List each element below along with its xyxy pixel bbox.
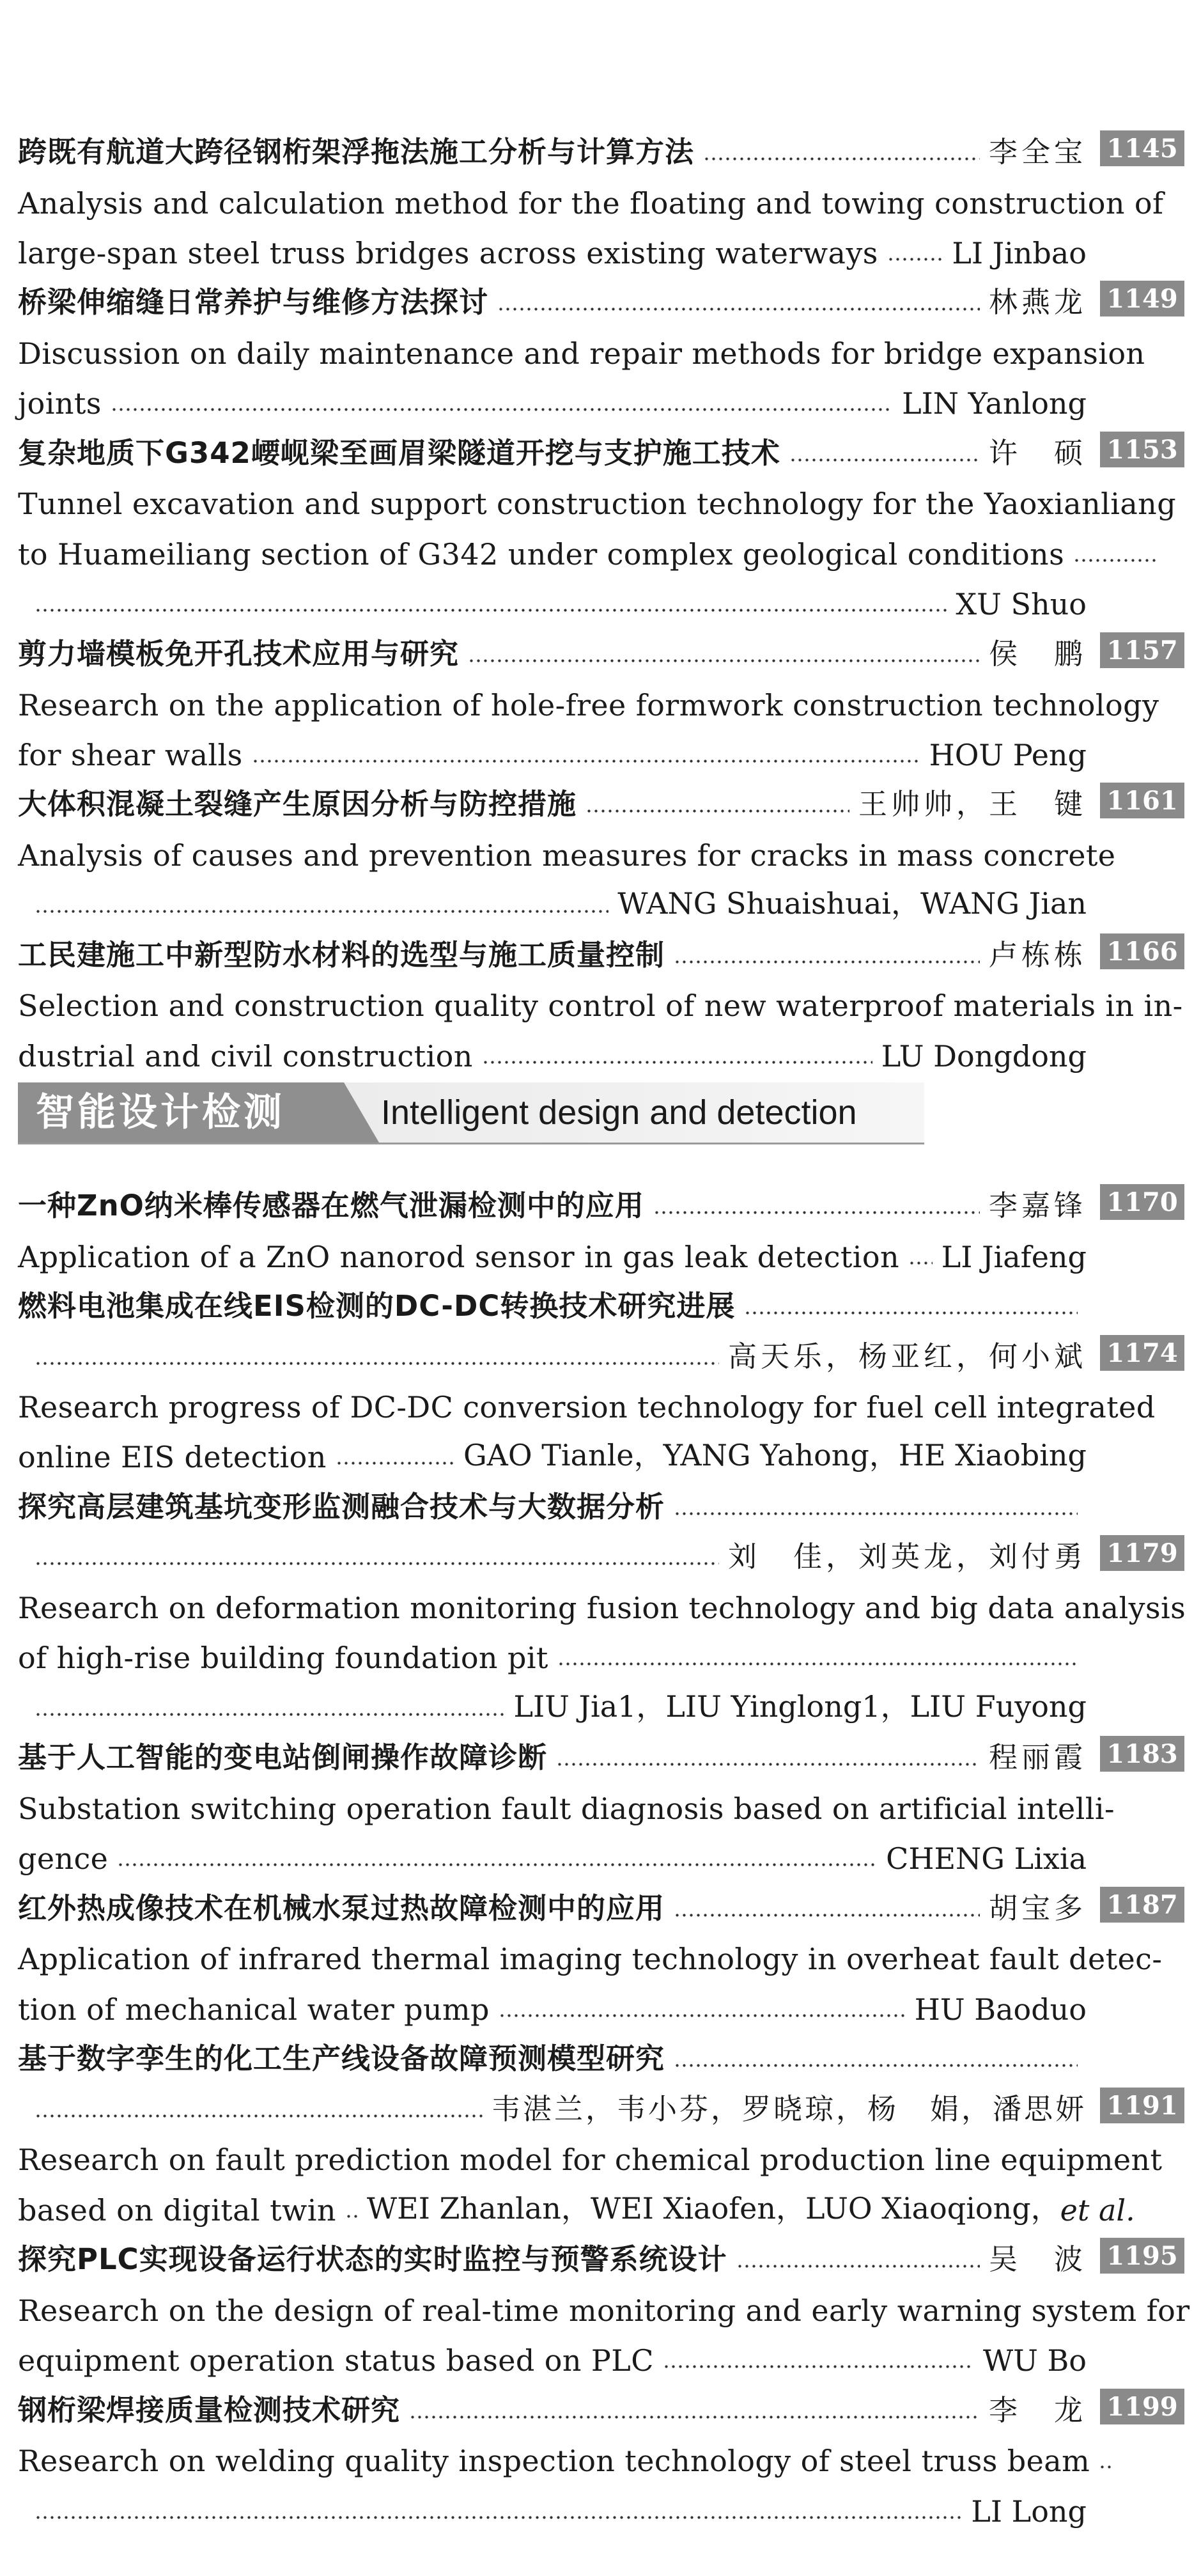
author-en: HOU Peng (929, 738, 1087, 772)
title-zh: 基于人工智能的变电站倒闸操作故障诊断 (18, 1740, 548, 1774)
toc-entry-title-en (35, 570, 1087, 621)
leader-dots (111, 387, 893, 413)
author-en: LI Jinbao (952, 236, 1087, 270)
toc-entry-title-zh[interactable] (18, 2226, 1087, 2277)
toc-entry-title-en (18, 1624, 1087, 1675)
toc-entry-title-en (18, 972, 1183, 1023)
title-zh: 大体积混凝土裂缝产生原因分析与防控措施 (18, 787, 577, 821)
leader-dots (35, 1692, 504, 1718)
leader-dots (336, 1441, 454, 1467)
leader-dots (908, 1241, 933, 1267)
leader-dots (653, 1190, 980, 1216)
author-zh: 高天乐，杨亚红，何小斌 (727, 1339, 1087, 1373)
toc-entry-title-en (18, 1423, 1087, 1474)
page-number-badge[interactable]: 1161 (1100, 783, 1184, 818)
toc-entry-title-zh[interactable] (18, 119, 1087, 170)
toc-entry-title-zh[interactable] (18, 1724, 1087, 1776)
leader-dots (482, 1040, 872, 1066)
title-en-line: Discussion on daily maintenance and repair methods for bridge expansion (18, 336, 1145, 371)
leader-dots (117, 1843, 877, 1868)
toc-entry-title-zh[interactable] (18, 771, 1087, 822)
author-zh: 吴 波 (988, 2242, 1087, 2276)
title-zh: 桥梁伸缩缝日常养护与维修方法探讨 (18, 285, 489, 319)
page-number-badge[interactable]: 1149 (1100, 281, 1184, 316)
toc-entry-title-en (18, 320, 1145, 371)
leader-dots (35, 1341, 719, 1367)
toc-entry-title-zh[interactable] (18, 1474, 1087, 1525)
leader-dots (35, 1542, 719, 1567)
leader-dots (252, 739, 920, 765)
toc-entry-title-en (18, 370, 1087, 421)
page-number-badge[interactable]: 1187 (1100, 1887, 1184, 1923)
author-zh: 侯 鹏 (988, 637, 1087, 671)
author-en: XU Shuo (956, 587, 1087, 621)
leader-dots (674, 1492, 1078, 1517)
title-en-line: online EIS detection (18, 1440, 327, 1474)
leader-dots (35, 2495, 962, 2521)
toc-entry-title-en (18, 219, 1087, 270)
title-en-line: joints (18, 386, 102, 421)
author-en: WEI Zhanlan，WEI Xiaofen，LUO Xiaoqiong， (366, 2191, 1060, 2226)
leader-dots (35, 889, 608, 915)
toc-entry-title-en (18, 1373, 1156, 1425)
toc-entry-title-zh[interactable] (18, 2026, 1087, 2077)
title-en-line: Research on the design of real-time monitoring and early warning system for (18, 2293, 1190, 2328)
toc-entry-title-en (18, 671, 1159, 722)
leader-dots (468, 639, 980, 664)
page-number-badge[interactable]: 1153 (1100, 432, 1184, 467)
leader-dots (1099, 2445, 1112, 2471)
toc-entry-title-en (35, 2478, 1087, 2529)
title-en-line: Research on the application of hole-free formwork construction technology (18, 688, 1159, 722)
leader-dots (556, 1742, 980, 1768)
leader-dots (887, 237, 943, 263)
toc-entry-title-en (18, 1825, 1087, 1876)
author-zh: 林燕龙 (988, 285, 1087, 319)
page-number-badge[interactable]: 1191 (1100, 2088, 1184, 2123)
toc-entry-title-zh[interactable] (18, 1875, 1087, 1926)
author-en: HU Baoduo (914, 1992, 1087, 2027)
toc-entry-title-en (35, 1674, 1087, 1726)
title-en-line: equipment operation status based on PLC (18, 2343, 654, 2378)
leader-dots (585, 789, 849, 815)
title-zh: 一种ZnO纳米棒传感器在燃气泄漏检测中的应用 (18, 1189, 644, 1222)
toc-entry-title-en (18, 2327, 1087, 2378)
title-en-line: large-span steel truss bridges across existing waterways (18, 236, 878, 270)
toc-entry-title-zh[interactable] (18, 2377, 1087, 2428)
author-en: GAO Tianle，YANG Yahong，HE Xiaobing (463, 1438, 1087, 1472)
toc-entry-title-en (18, 1223, 1087, 1274)
toc-entry-title-en (35, 871, 1087, 923)
title-zh: 红外热成像技术在机械水泵过热故障检测中的应用 (18, 1891, 665, 1925)
leader-dots (663, 2345, 974, 2370)
author-zh: 韦湛兰，韦小芬，罗晓琼，杨 娟，潘思妍 (491, 2092, 1087, 2126)
title-en-line: Research on deformation monitoring fusion technology and big data analysis (18, 1591, 1186, 1625)
title-en-line: Tunnel excavation and support construction technology for the Yaoxianliang (18, 487, 1177, 521)
leader-dots (35, 2094, 483, 2119)
leader-dots (497, 287, 980, 313)
title-zh: 燃料电池集成在线EIS检测的DC-DC转换技术研究进展 (18, 1289, 736, 1323)
title-zh: 探究PLC实现设备运行状态的实时监控与预警系统设计 (18, 2242, 727, 2276)
section-title-zh: 智能设计检测 (36, 1090, 285, 1135)
page-number-badge[interactable]: 1199 (1100, 2389, 1184, 2424)
page-number-badge[interactable]: 1157 (1100, 632, 1184, 668)
title-en-line: Research on welding quality inspection technology of steel truss beam (18, 2444, 1090, 2478)
leader-dots (674, 940, 980, 965)
author-zh: 胡宝多 (988, 1891, 1087, 1925)
title-en-line: Application of a ZnO nanorod sensor in gas leak detection (18, 1240, 900, 1274)
title-en-line: Research progress of DC-DC conversion technology for fuel cell integrated (18, 1390, 1156, 1425)
toc-entry-author-line (35, 2076, 1087, 2127)
toc-entry-title-zh[interactable] (18, 420, 1087, 471)
section-title-en: Intelligent design and detection (381, 1093, 857, 1132)
author-en: WANG Shuaishuai，WANG Jian (617, 886, 1087, 921)
toc-entry-title-zh[interactable] (18, 1173, 1087, 1224)
title-en-line: Analysis and calculation method for the floating and towing construction of (18, 186, 1164, 221)
author-en-etal: et al. (1060, 2193, 1135, 2228)
author-zh: 王帅帅，王 键 (858, 787, 1087, 821)
page-number-badge[interactable]: 1174 (1100, 1335, 1184, 1371)
title-en-line: Analysis of causes and prevention measures for cracks in mass concrete (18, 838, 1116, 873)
title-en-line: dustrial and civil construction (18, 1039, 473, 1073)
title-en-line: of high-rise building foundation pit (18, 1641, 548, 1675)
toc-entry-title-en (18, 470, 1177, 521)
toc-entry-title-en (18, 1022, 1087, 1073)
toc-entry-author-line (35, 1323, 1087, 1375)
toc-entry-title-en (18, 822, 1116, 873)
leader-dots (1073, 538, 1156, 564)
section-divider (18, 1143, 924, 1144)
title-zh: 基于数字孪生的化工生产线设备故障预测模型研究 (18, 2041, 665, 2075)
title-en-line: to Huameiliang section of G342 under complex geological conditions (18, 537, 1065, 572)
page-number-badge[interactable]: 1166 (1100, 933, 1184, 969)
author-en: LU Dongdong (881, 1039, 1087, 1073)
page-number-badge[interactable]: 1145 (1100, 130, 1184, 166)
leader-dots (557, 1642, 1078, 1667)
title-zh: 剪力墙模板免开孔技术应用与研究 (18, 637, 460, 671)
toc-entry-title-en (18, 520, 1087, 572)
title-en-line: based on digital twin (18, 2193, 336, 2228)
title-en-line: Research on fault prediction model for chemical production line equipment (18, 2143, 1163, 2177)
author-zh: 李嘉锋 (988, 1189, 1087, 1222)
title-en-line: Selection and construction quality control of new waterproof materials in in- (18, 988, 1183, 1023)
title-en-line: for shear walls (18, 738, 243, 772)
leader-dots (674, 2043, 1078, 2069)
author-zh: 李全宝 (988, 135, 1087, 169)
toc-entry-title-en (18, 721, 1087, 772)
toc-entry-title-zh[interactable] (18, 269, 1087, 320)
title-zh: 跨既有航道大跨径钢桁架浮拖法施工分析与计算方法 (18, 135, 695, 169)
toc-entry-title-en (18, 2176, 1135, 2228)
toc-entry-title-en (18, 2427, 1090, 2478)
author-en: LIN Yanlong (902, 386, 1087, 421)
toc-entry-title-en (18, 169, 1164, 221)
author-en: LI Jiafeng (941, 1240, 1087, 1274)
leader-dots (744, 1291, 1078, 1316)
page-number-badge[interactable]: 1170 (1100, 1184, 1184, 1220)
leader-dots (703, 137, 980, 162)
title-zh: 钢桁梁焊接质量检测技术研究 (18, 2393, 401, 2427)
title-zh: 复杂地质下G342崾岘梁至画眉梁隧道开挖与支护施工技术 (18, 436, 780, 470)
author-en: CHENG Lixia (886, 1841, 1087, 1876)
toc-entry-title-en (18, 1775, 1115, 1826)
author-zh: 程丽霞 (988, 1740, 1087, 1774)
author-en: LIU Jia1，LIU Yinglong1，LIU Fuyong (513, 1689, 1087, 1724)
leader-dots (35, 588, 947, 614)
title-zh: 工民建施工中新型防水材料的选型与施工质量控制 (18, 938, 665, 972)
toc-entry-title-en (18, 2126, 1163, 2177)
title-en-line: Substation switching operation fault diagnosis based on artificial intelli- (18, 1791, 1115, 1826)
author-zh: 李 龙 (988, 2393, 1087, 2427)
page-number-badge[interactable]: 1195 (1100, 2238, 1184, 2274)
title-en-line: tion of mechanical water pump (18, 1992, 490, 2027)
author-zh: 刘 佳，刘英龙，刘付勇 (727, 1540, 1087, 1573)
toc-entry-author-line (35, 1524, 1087, 1575)
title-en-line: gence (18, 1841, 109, 1876)
author-zh: 卢栋栋 (988, 938, 1087, 972)
leader-dots (674, 1893, 980, 1919)
toc-entry-title-zh[interactable] (18, 1273, 1087, 1324)
toc-entry-title-en (18, 2277, 1190, 2328)
title-en-line: Application of infrared thermal imaging technology in overheat fault detec- (18, 1942, 1163, 1976)
author-en: LI Long (971, 2494, 1087, 2529)
title-zh: 探究高层建筑基坑变形监测融合技术与大数据分析 (18, 1490, 665, 1524)
page-number-badge[interactable]: 1179 (1100, 1535, 1184, 1571)
toc-entry-title-en (18, 1976, 1087, 2027)
toc-entry-title-en (18, 1574, 1186, 1625)
leader-dots (789, 438, 980, 464)
leader-dots (736, 2244, 980, 2270)
leader-dots (499, 1994, 906, 2019)
toc-entry-title-zh[interactable] (18, 922, 1087, 973)
author-zh: 许 硕 (988, 436, 1087, 470)
author-en: WU Bo (982, 2343, 1087, 2378)
leader-dots (345, 2194, 358, 2220)
toc-entry-title-zh[interactable] (18, 621, 1087, 672)
leader-dots (409, 2395, 980, 2421)
toc-entry-title-en (18, 1925, 1163, 1976)
page-number-badge[interactable]: 1183 (1100, 1736, 1184, 1772)
